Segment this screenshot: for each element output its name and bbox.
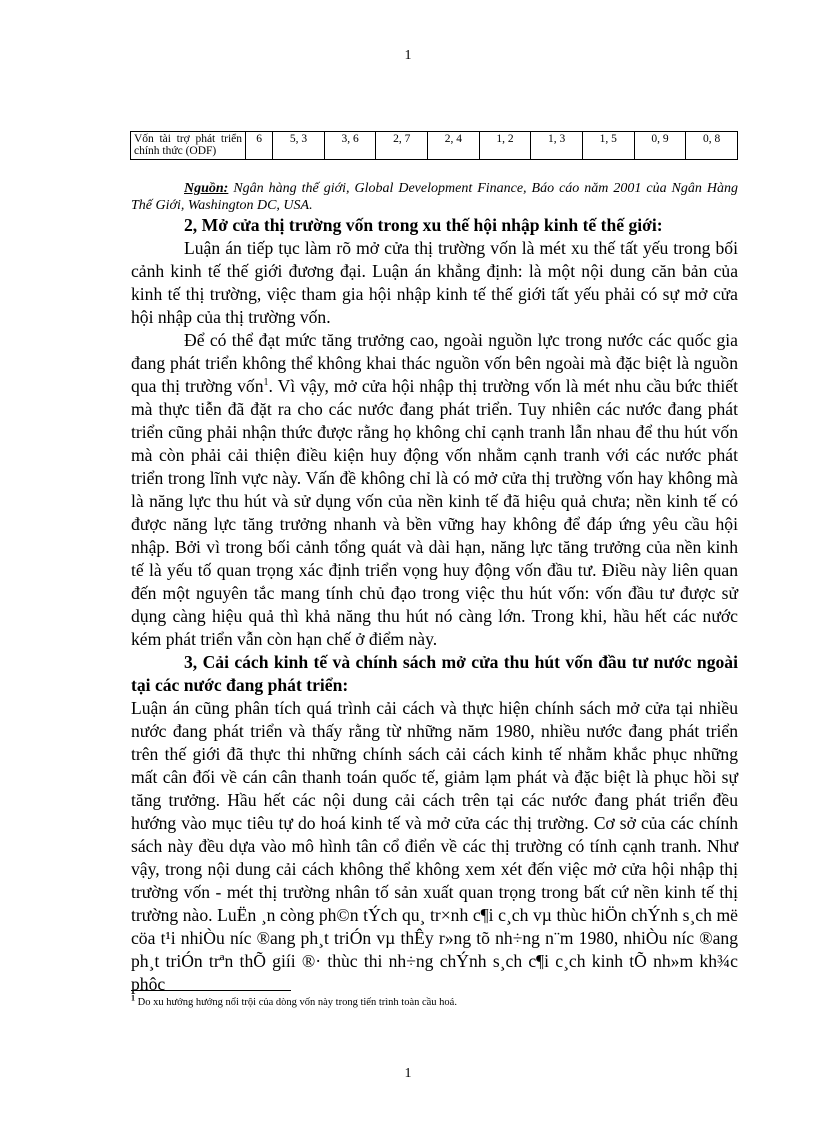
footnote-text: Do xu hướng hướng nổi trội của dòng vốn này trong tiến trình toàn cầu hoá.: [135, 997, 457, 1008]
footnote-separator: [131, 990, 291, 991]
section-3-heading: 3, Cải cách kinh tế và chính sách mở cửa thu hút vốn đầu tư nước ngoài tại các nước đang phát triển:: [131, 652, 738, 695]
table-cell: 3, 6: [324, 132, 376, 160]
section-2-heading: 2, Mở cửa thị trường vốn trong xu thế hội nhập kinh tế thế giới:: [184, 215, 663, 235]
page-number-bottom: 1: [404, 1066, 412, 1081]
section-2-paragraph-2: [131, 329, 738, 651]
source-label: Nguồn:: [184, 181, 229, 196]
paragraph-text: Để có thể đạt mức tăng trưởng cao, ngoài nguồn lực trong nước các quốc gia đang phát triển không thể không khai thác nguồn vốn bên ngoài mà đặc biệt là nguồn qua thị trường vốn: [131, 330, 738, 396]
section-3-paragraph-1: Luận án cũng phân tích quá trình cải cách và thực hiện chính sách mở cửa tại nhiều nước đang phát triển và thấy rằng từ những năm 1980, nhiều nước đang phát triển trên thế giới đã thực thi những chính sách cải cách kinh tế nhằm khắc phục những mất cân đối về cán cân thanh toán quốc tế, giảm lạm phát và đặc biệt là phục hồi sự tăng trưởng. Hầu hết các nội dung cải cách trên tại các nước đang phát triển đều hướng vào mục tiêu tự do hoá kinh tế và mở cửa các thị trường. Cơ sở của các chính sách này đều dựa vào mô hình tân cổ điển về các thị trường có tính cạnh tranh. Như vậy, trong nội dung cải cách không thể không xem xét đến việc mở cửa hội nhập thị trường vốn - mét thị trường nhân tố sản xuất quan trọng trong bất cứ nền kinh tế thị trường nào. LuËn ¸n còng ph©n tÝch qu¸ tr×nh c¶i c¸ch vµ thùc hiÖn chÝnh s¸ch më cöa t¹i nhiÒu níc ®ang ph¸t triÓn vµ thÊy r»ng tõ nh÷ng n¨m 1980, nhiÒu níc ®ang ph¸t triÓn trªn thÕ giíi ®· thùc thi nh÷ng chÝnh s¸ch c¶i c¸ch kinh tÕ nh»m kh¾c phôc: [131, 698, 738, 994]
source-note: [131, 180, 738, 214]
table-cell: 0, 8: [686, 132, 738, 160]
document-body: [131, 180, 738, 996]
table-cell: 1, 3: [531, 132, 583, 160]
section-2-paragraph-1: Luận án tiếp tục làm rõ mở cửa thị trường vốn là mét xu thế tất yếu trong bối cảnh kinh tế thế giới đương đại. Luận án khẳng định: là một nội dung căn bản của kinh tế thị trường, việc tham gia hội nhập kinh tế thế giới tất yếu phải có sự mở cửa hội nhập của thị trường vốn.: [131, 238, 738, 327]
table-row: [131, 132, 738, 160]
footnote-reference[interactable]: 1: [263, 377, 269, 389]
source-text: Ngân hàng thế giới, Global Development Finance, Báo cáo năm 2001 của Ngân Hàng Thế Giới, Washington DC, USA.: [131, 181, 738, 213]
table-cell: 5, 3: [273, 132, 325, 160]
table-cell: 2, 7: [376, 132, 428, 160]
page-number-top: 1: [404, 48, 412, 63]
footnote-mark: 1: [131, 993, 135, 1003]
footnote: [131, 993, 738, 1009]
odf-table: [130, 131, 738, 160]
table-cell: 1, 2: [479, 132, 531, 160]
table-row-label: Vốn tài trợ phát triển chính thức (ODF): [131, 132, 246, 160]
table-cell: 1, 5: [582, 132, 634, 160]
table-cell: 0, 9: [634, 132, 686, 160]
table-cell: 2, 4: [428, 132, 480, 160]
paragraph-text: . Vì vậy, mở cửa hội nhập thị trường vốn là mét nhu cầu bức thiết mà thực tiễn đã đặt ra cho các nước đang phát triển. Tuy nhiên các nước đang phát triển cũng phải nhận thức được rằng họ không chỉ cạnh tranh lẫn nhau để thu hút vốn mà còn phải cải thiện điều kiện huy động vốn nhằm cạnh tranh với các nước phát triển trong lĩnh vực này. Vấn đề không chỉ là có mở cửa thị trường vốn hay không mà là năng lực thu hút và sử dụng vốn của nền kinh tế đã hiệu quả chưa; nền kinh tế có được năng lực tăng trưởng nhanh và bền vững hay không để đáp ứng yêu cầu hội nhập. Bởi vì trong bối cảnh tổng quát và dài hạn, năng lực tăng trưởng của nền kinh tế là yếu tố quan trọng xác định triển vọng huy động vốn đầu tư. Điều này liên quan đến một nguyên tắc mang tính chủ đạo trong việc thu hút vốn: vốn đầu tư được sử dụng càng hiệu quả thì khả năng thu hút nó càng lớn. Trong khi, hầu hết các nước kém phát triển vẫn còn hạn chế ở điểm này.: [131, 376, 738, 649]
table-cell: 6: [246, 132, 273, 160]
